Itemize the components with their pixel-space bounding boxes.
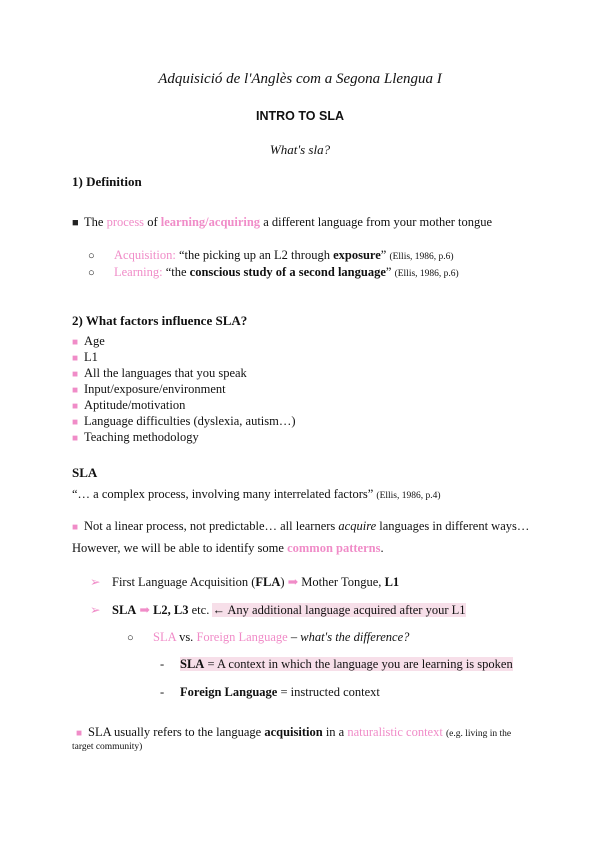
factors-heading: 2) What factors influence SLA? xyxy=(72,313,248,328)
definition-line xyxy=(72,215,492,230)
square-bullet-icon: ■ xyxy=(72,337,79,348)
factor-item xyxy=(72,366,247,381)
sla-item xyxy=(90,602,466,618)
document-title: Adquisició de l'Anglès com a Segona Llengua I xyxy=(158,71,442,87)
factor-label: L1 xyxy=(84,350,98,364)
acq-quote-end: ” xyxy=(380,248,387,262)
factor-item xyxy=(72,334,105,349)
factor-label: All the languages that you speak xyxy=(84,366,247,380)
last-in-a: in a xyxy=(325,725,345,739)
arrowhead-bullet-icon: ➢ xyxy=(90,575,101,589)
fla-l1: L1 xyxy=(384,575,400,589)
square-bullet-icon: ■ xyxy=(72,385,79,396)
whats-sla-subtitle: What's sla? xyxy=(269,142,331,157)
sla-quote xyxy=(72,487,441,502)
sla-definition-highlight xyxy=(180,657,513,671)
sla-definition-item xyxy=(160,657,513,672)
sla-naturalistic-line2: target community) xyxy=(72,742,143,752)
definition-heading: 1) Definition xyxy=(72,174,142,189)
last-naturalistic-context: naturalistic context xyxy=(347,725,443,739)
square-bullet-icon: ■ xyxy=(72,522,79,533)
circle-bullet-icon: ○ xyxy=(88,267,95,279)
def-of: of xyxy=(147,215,158,229)
vs-sla: SLA xyxy=(153,630,176,644)
d2-bold: Foreign Language xyxy=(180,685,278,699)
learn-term: Learning: xyxy=(114,265,163,279)
factor-label: Input/exposure/environment xyxy=(84,382,226,396)
last-acquisition: acquisition xyxy=(264,725,323,739)
acq-quote: “the picking up an L2 through xyxy=(178,248,330,262)
factor-item xyxy=(72,430,199,445)
sla-additional-language: ← Any additional language acquired after your L1 xyxy=(212,603,466,617)
factor-item xyxy=(72,398,185,413)
acquisition-item xyxy=(88,248,454,263)
learn-citation: (Ellis, 1986, p.6) xyxy=(394,269,459,279)
def-process: process xyxy=(106,215,145,229)
learn-bold: conscious study of a second language xyxy=(189,265,386,279)
dash-bullet-icon: - xyxy=(160,685,165,699)
learn-quote: “the xyxy=(165,265,187,279)
sla-paragraph-line1 xyxy=(72,519,529,534)
foreign-language-definition-item xyxy=(160,685,380,700)
vs-item xyxy=(127,630,409,645)
factor-item xyxy=(72,382,226,397)
learn-quote-end: ” xyxy=(385,265,392,279)
d1-bold: SLA xyxy=(180,657,205,671)
sla-quote-text: “… a complex process, involving many interrelated factors” xyxy=(72,487,374,501)
factor-label: Language difficulties (dyslexia, autism…) xyxy=(84,414,296,428)
p1-italic: acquire xyxy=(338,519,377,533)
sla-paragraph-line2 xyxy=(72,541,384,556)
fla-bold: FLA xyxy=(255,575,281,589)
vs-question: – what's the difference? xyxy=(290,630,410,644)
p2-period: . xyxy=(380,541,384,555)
learning-item xyxy=(88,265,459,280)
square-bullet-icon: ■ xyxy=(72,417,79,428)
fla-item xyxy=(90,574,399,590)
p1-text-end: languages in different ways… xyxy=(379,519,530,533)
sla-heading: SLA xyxy=(72,465,98,480)
arrowhead-bullet-icon: ➢ xyxy=(90,603,101,617)
last-example: (e.g. living in the xyxy=(445,729,512,739)
factor-item xyxy=(72,414,296,429)
factor-label: Aptitude/motivation xyxy=(84,398,186,412)
acq-term: Acquisition: xyxy=(114,248,176,262)
square-bullet-icon: ■ xyxy=(72,433,79,444)
sla-bold: SLA xyxy=(112,603,137,617)
fla-paren: ) xyxy=(280,575,285,589)
square-bullet-icon: ■ xyxy=(72,369,79,380)
acq-citation: (Ellis, 1986, p.6) xyxy=(389,252,454,262)
last-text: SLA usually refers to the language xyxy=(88,725,262,739)
p2-text: However, we will be able to identify some xyxy=(72,541,284,555)
sla-naturalistic-line1 xyxy=(72,725,511,740)
sla-l2-l3: L2, L3 xyxy=(153,603,189,617)
square-bullet-icon: ■ xyxy=(72,401,79,412)
d2-text: = instructed context xyxy=(280,685,380,699)
circle-bullet-icon: ○ xyxy=(127,632,134,644)
intro-heading: INTRO TO SLA xyxy=(256,109,344,123)
fla-mother-tongue: Mother Tongue, xyxy=(301,575,382,589)
p1-text: Not a linear process, not predictable… all learners xyxy=(84,519,336,533)
vs-foreign-language: Foreign Language xyxy=(196,630,288,644)
fla-text: First Language Acquisition ( xyxy=(112,575,256,589)
def-rest: a different language from your mother tongue xyxy=(263,215,493,229)
p2-common-patterns: common patterns xyxy=(287,541,381,555)
right-arrow-icon: ➡ xyxy=(287,575,299,589)
right-arrow-icon: ➡ xyxy=(139,603,150,617)
sla-quote-citation: (Ellis, 1986, p.4) xyxy=(376,491,441,501)
d1-text: = A context in which the language you are learning is spoken xyxy=(207,657,513,671)
factor-label: Age xyxy=(84,334,105,348)
def-learning: learning/acquiring xyxy=(160,215,261,229)
circle-bullet-icon: ○ xyxy=(88,250,95,262)
sla-etc: etc. xyxy=(191,603,210,617)
factor-item xyxy=(72,350,98,365)
def-pre: The xyxy=(84,215,104,229)
square-bullet-icon: ■ xyxy=(72,353,79,364)
factor-label: Teaching methodology xyxy=(84,430,199,444)
acq-bold: exposure xyxy=(333,248,381,262)
vs-word: vs. xyxy=(179,630,194,644)
dash-bullet-icon: - xyxy=(160,657,165,671)
square-bullet-icon: ■ xyxy=(76,728,83,739)
square-bullet-icon: ■ xyxy=(72,217,79,229)
